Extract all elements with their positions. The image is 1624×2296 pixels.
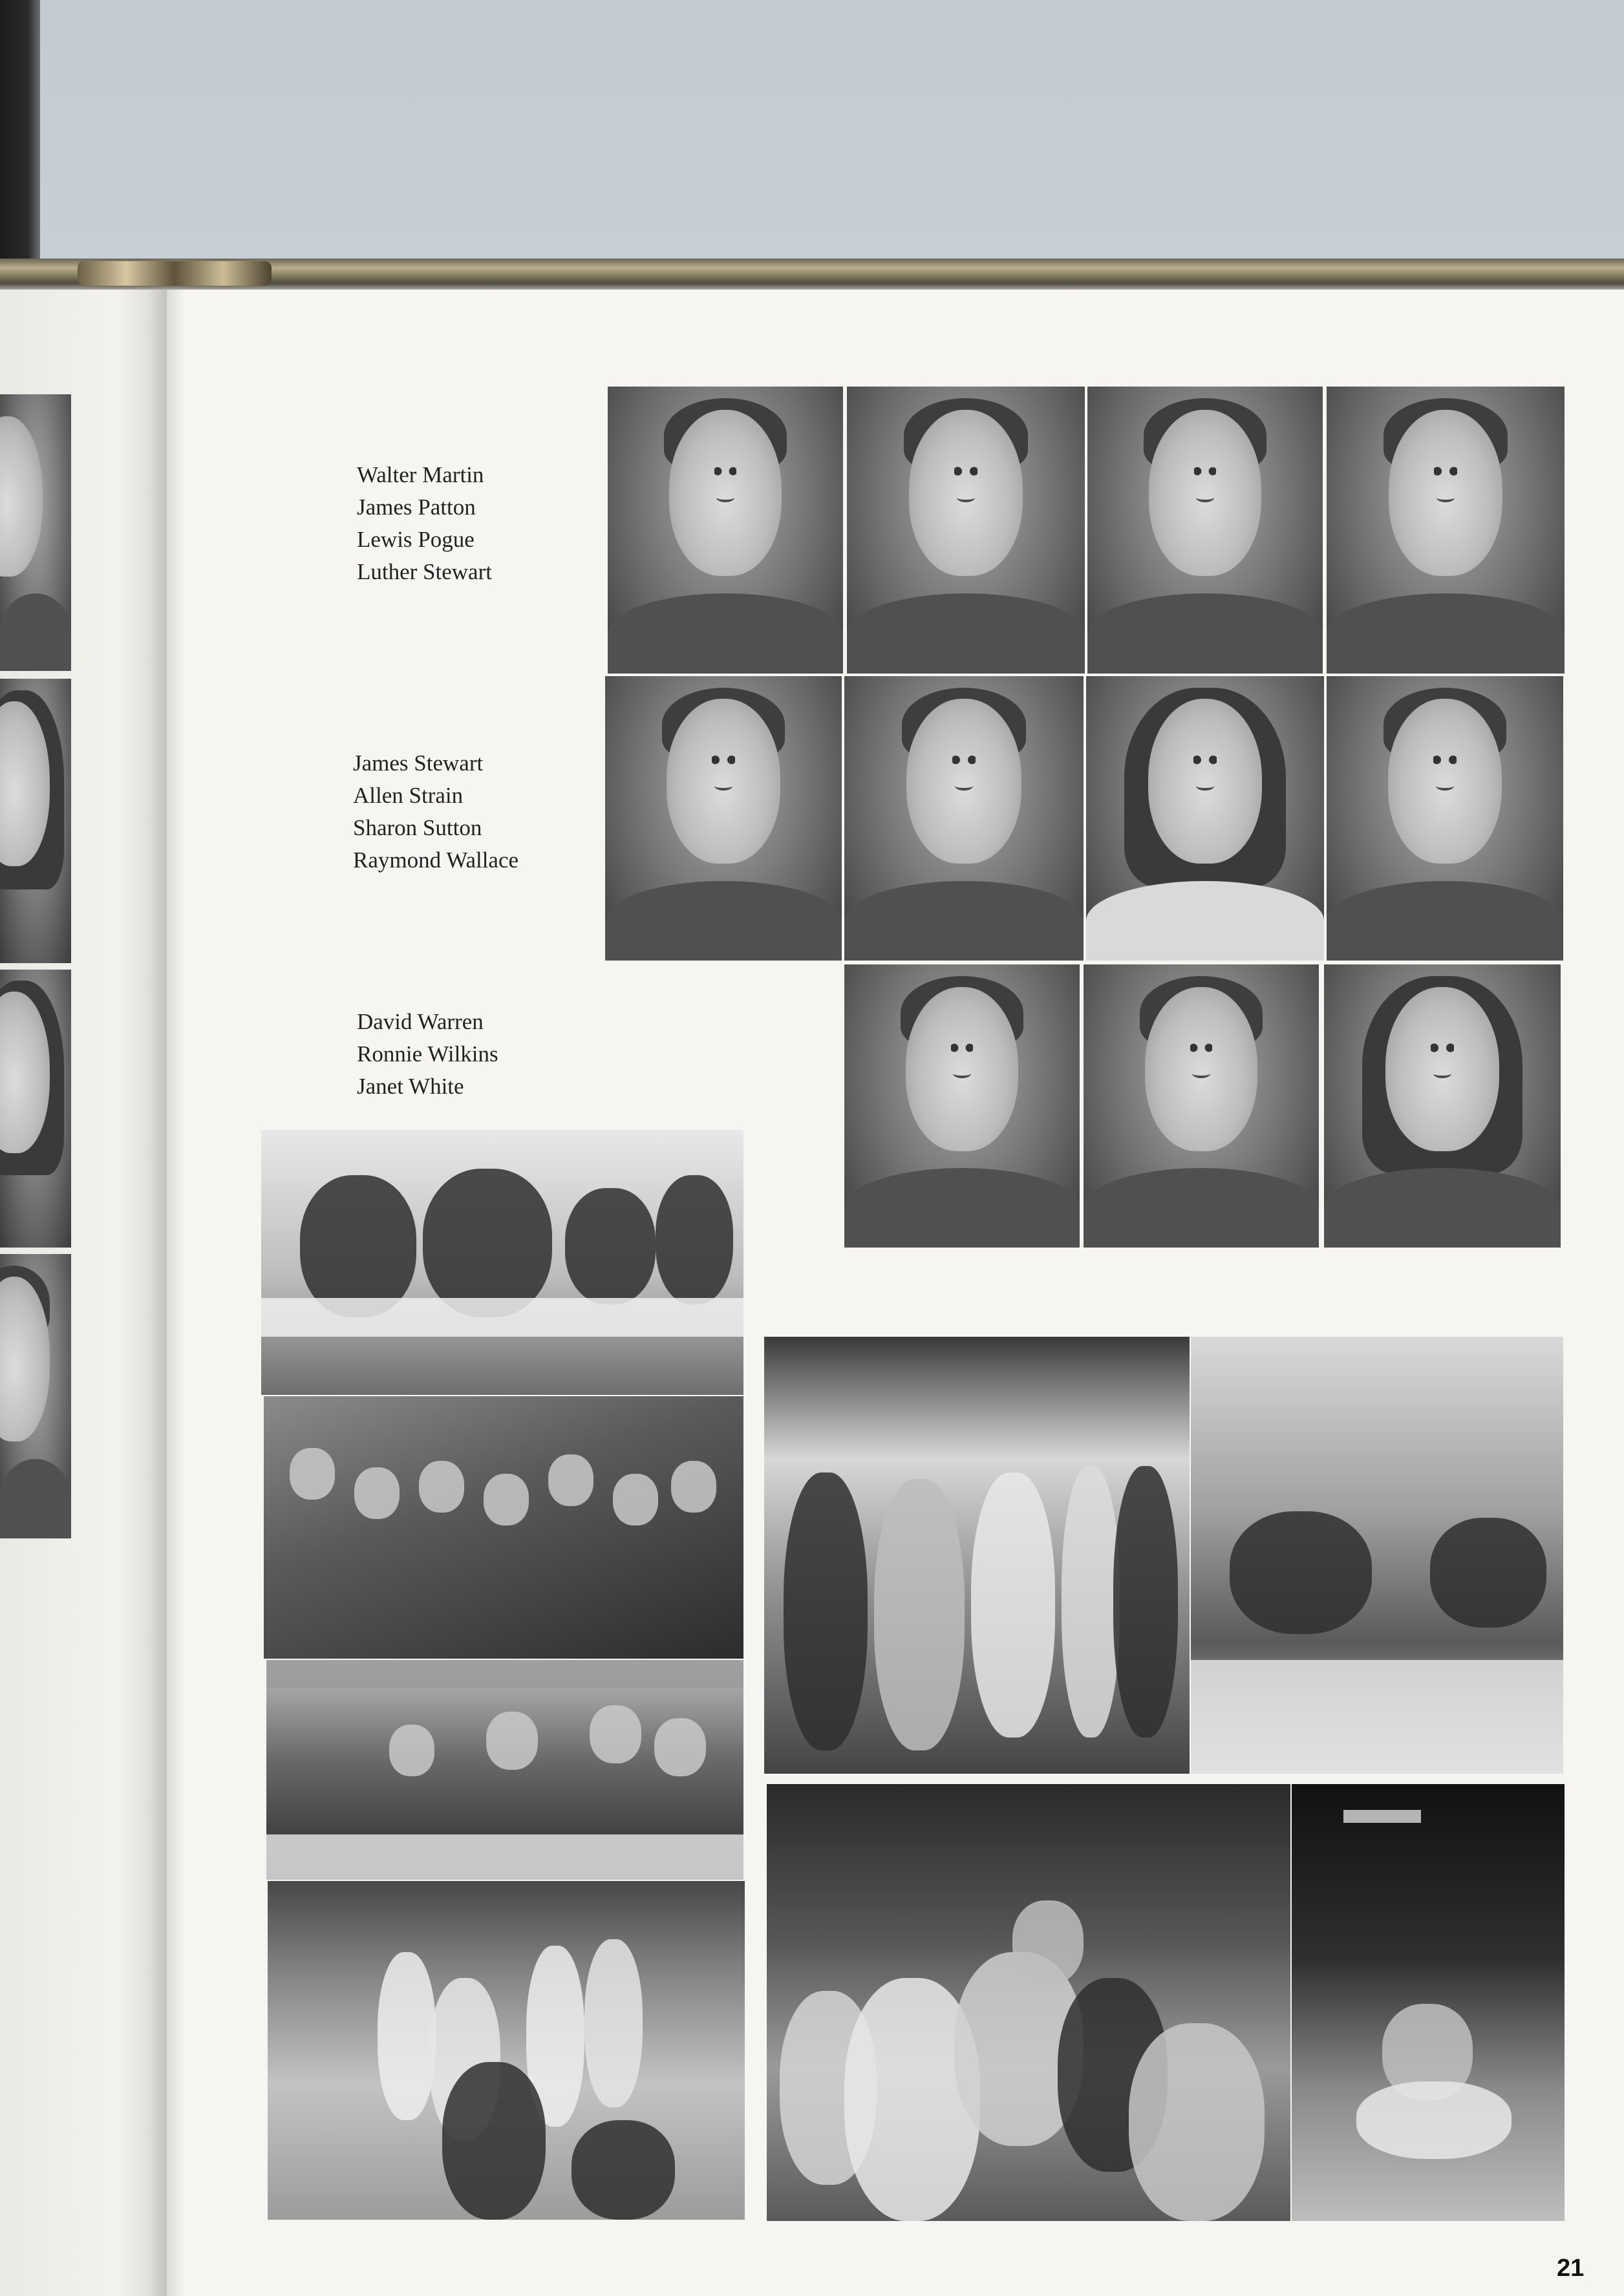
scanner-edge (0, 0, 40, 271)
student-portrait (847, 387, 1085, 674)
student-portrait (1087, 387, 1323, 674)
name-list-row-2 (353, 747, 518, 877)
student-name: Walter Martin (357, 462, 484, 487)
candid-photo-girls-group (264, 1396, 743, 1659)
left-page-portrait (0, 394, 71, 671)
candid-photo-classroom-desk (261, 1130, 743, 1395)
student-name: Sharon Sutton (353, 815, 482, 840)
candid-photo-baseball-team (268, 1881, 745, 2220)
candid-photo-students-writing (1191, 1337, 1563, 1774)
student-name: Luther Stewart (357, 559, 492, 584)
student-name: Ronnie Wilkins (357, 1041, 498, 1067)
student-portrait (1327, 387, 1565, 674)
left-page-portrait (0, 1254, 71, 1538)
name-list-row-1 (357, 459, 492, 588)
candid-photo-office-window (1292, 1784, 1565, 2221)
candid-photo-school-bus (266, 1660, 743, 1880)
spine-wear (78, 261, 272, 286)
student-name: James Patton (357, 494, 476, 520)
left-page-portrait (0, 970, 71, 1248)
name-list-row-3 (357, 1006, 498, 1103)
left-page-portrait (0, 679, 71, 963)
student-portrait (608, 387, 843, 674)
student-name: David Warren (357, 1009, 484, 1034)
student-portrait (605, 676, 842, 961)
student-name: Allen Strain (353, 783, 464, 808)
student-name: Raymond Wallace (353, 847, 519, 873)
student-portrait (1084, 964, 1319, 1248)
student-portrait (1086, 676, 1324, 961)
candid-photo-girls-hallway (764, 1337, 1190, 1774)
student-portrait (844, 676, 1084, 961)
scanner-background (0, 0, 1624, 271)
student-name: James Stewart (353, 750, 484, 776)
student-portrait (844, 964, 1080, 1248)
page-number: 21 (1557, 2255, 1585, 2282)
page-gutter (146, 290, 185, 2296)
student-portrait (1324, 964, 1561, 1248)
student-name: Lewis Pogue (357, 527, 475, 552)
candid-photo-cafeteria (767, 1784, 1290, 2221)
student-name: Janet White (357, 1074, 464, 1099)
student-portrait (1327, 676, 1563, 961)
